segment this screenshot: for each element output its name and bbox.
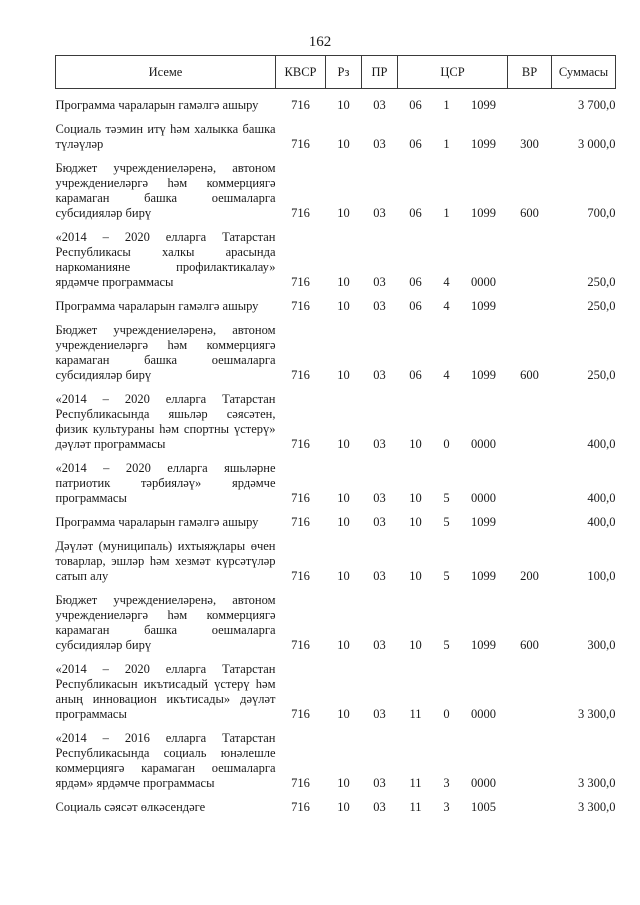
cell-c2: 5	[443, 637, 450, 652]
cell-rz: 10	[337, 436, 350, 451]
cell-kvsr: 716	[291, 775, 310, 790]
cell-rz: 10	[337, 97, 350, 112]
table-row	[56, 515, 616, 539]
budget-table	[55, 55, 616, 815]
cell-vr	[508, 515, 552, 539]
cell-kvsr: 716	[291, 298, 310, 313]
cell-pr: 03	[373, 706, 386, 721]
table-row	[56, 230, 616, 299]
header-name: Исеме	[56, 56, 276, 89]
cell-kvsr: 716	[291, 568, 310, 583]
header-rz: Рз	[326, 56, 362, 89]
cell-rz: 10	[337, 775, 350, 790]
cell-pr: 03	[373, 799, 386, 814]
cell-c1: 10	[409, 514, 422, 529]
cell-pr: 03	[373, 367, 386, 382]
cell-c3: 1099	[471, 97, 496, 112]
cell-name: «2014 – 2020 елларга Татарстан Республикасын икътисадый үстерү һәм аның инновацион икътисады» дәүләт программасы	[55, 661, 276, 721]
table-row	[56, 299, 616, 323]
cell-pr: 03	[373, 637, 386, 652]
cell-kvsr: 716	[291, 97, 310, 112]
cell-c3: 0000	[471, 706, 496, 721]
cell-vr: 600	[520, 205, 539, 220]
cell-pr: 03	[373, 490, 386, 505]
cell-c2: 5	[443, 490, 450, 505]
cell-pr: 03	[373, 97, 386, 112]
cell-c1: 11	[409, 706, 422, 721]
table-row	[56, 662, 616, 731]
cell-name: Бюджет учреждениеләренә, автоном учреждениеләргә һәм коммерциягә карамаган башка оешмаларга субсидияләр бирү	[55, 160, 276, 220]
cell-c1: 10	[409, 490, 422, 505]
cell-c3: 1099	[471, 568, 496, 583]
cell-kvsr: 716	[291, 637, 310, 652]
cell-c2: 1	[443, 136, 450, 151]
cell-name: «2014 – 2020 елларга Татарстан Республикасында яшьләр сәясәтен, физик культураны һәм спортны үстерү» дәүләт программасы	[55, 391, 276, 451]
page-number: 162	[308, 34, 332, 50]
cell-sum: 100,0	[587, 568, 616, 583]
header-kvsr: КВСР	[276, 56, 326, 89]
cell-c2: 5	[443, 568, 450, 583]
cell-c1: 10	[409, 568, 422, 583]
cell-c3: 1099	[471, 298, 496, 313]
cell-c1: 11	[409, 775, 422, 790]
cell-c1: 10	[409, 637, 422, 652]
cell-kvsr: 716	[291, 274, 310, 289]
cell-c3: 1099	[471, 367, 496, 382]
cell-c1: 06	[409, 274, 422, 289]
cell-c3: 0000	[471, 775, 496, 790]
cell-kvsr: 716	[291, 706, 310, 721]
cell-vr	[508, 392, 552, 461]
cell-sum: 250,0	[587, 367, 616, 382]
cell-sum: 3 000,0	[578, 136, 616, 151]
cell-vr	[508, 461, 552, 515]
cell-pr: 03	[373, 436, 386, 451]
cell-vr: 600	[520, 637, 539, 652]
cell-rz: 10	[337, 367, 350, 382]
cell-vr	[508, 800, 552, 815]
cell-kvsr: 716	[291, 367, 310, 382]
cell-c1: 06	[409, 298, 422, 313]
cell-c2: 4	[443, 274, 450, 289]
table-row	[56, 392, 616, 461]
cell-sum: 700,0	[587, 205, 616, 220]
cell-vr	[508, 98, 552, 122]
cell-c1: 06	[409, 136, 422, 151]
cell-rz: 10	[337, 568, 350, 583]
cell-c2: 0	[443, 436, 450, 451]
cell-sum: 3 700,0	[578, 97, 616, 112]
cell-kvsr: 716	[291, 490, 310, 505]
cell-c2: 5	[443, 514, 450, 529]
cell-c3: 1099	[471, 205, 496, 220]
cell-kvsr: 716	[291, 136, 310, 151]
cell-rz: 10	[337, 799, 350, 814]
cell-vr	[508, 731, 552, 800]
cell-c2: 0	[443, 706, 450, 721]
cell-c3: 1005	[471, 799, 496, 814]
cell-rz: 10	[337, 136, 350, 151]
cell-name: Социаль сәясәт өлкәсендәге	[55, 799, 206, 814]
cell-kvsr: 716	[291, 436, 310, 451]
cell-rz: 10	[337, 637, 350, 652]
cell-vr: 200	[520, 568, 539, 583]
header-sum: Суммасы	[552, 56, 616, 89]
cell-sum: 250,0	[587, 274, 616, 289]
table-body	[56, 98, 616, 815]
cell-c3: 1099	[471, 637, 496, 652]
table-row	[56, 161, 616, 230]
cell-vr	[508, 662, 552, 731]
cell-name: «2014 – 2020 елларга Татарстан Республикасы халкы арасында наркоманияне профилактикалау» ярдәмче программасы	[55, 229, 276, 289]
cell-c3: 0000	[471, 274, 496, 289]
cell-c1: 06	[409, 205, 422, 220]
cell-sum: 400,0	[587, 490, 616, 505]
cell-vr	[508, 230, 552, 299]
cell-c2: 3	[443, 799, 450, 814]
cell-kvsr: 716	[291, 205, 310, 220]
cell-c3: 0000	[471, 490, 496, 505]
table-row	[56, 122, 616, 161]
cell-sum: 3 300,0	[578, 706, 616, 721]
table-row	[56, 323, 616, 392]
cell-sum: 3 300,0	[578, 775, 616, 790]
cell-c2: 3	[443, 775, 450, 790]
cell-sum: 300,0	[587, 637, 616, 652]
table-row	[56, 98, 616, 122]
table-header-row	[56, 56, 616, 89]
table-row	[56, 461, 616, 515]
table-row	[56, 800, 616, 815]
cell-c2: 1	[443, 97, 450, 112]
cell-sum: 400,0	[587, 514, 616, 529]
cell-pr: 03	[373, 298, 386, 313]
cell-c2: 1	[443, 205, 450, 220]
cell-c1: 06	[409, 97, 422, 112]
header-csr: ЦСР	[398, 56, 508, 89]
cell-pr: 03	[373, 514, 386, 529]
cell-c2: 4	[443, 367, 450, 382]
cell-name: Дәүләт (муниципаль) ихтыяҗлары өчен товарлар, эшләр һәм хезмәт күрсәтүләр сатып алу	[55, 538, 276, 583]
cell-name: «2014 – 2020 елларга яшьләрне патриотик тәрбияләү» ярдәмче программасы	[55, 460, 276, 505]
cell-pr: 03	[373, 274, 386, 289]
cell-kvsr: 716	[291, 514, 310, 529]
header-vr: ВР	[508, 56, 552, 89]
cell-vr: 600	[520, 367, 539, 382]
cell-pr: 03	[373, 568, 386, 583]
cell-c1: 11	[409, 799, 422, 814]
cell-c1: 10	[409, 436, 422, 451]
cell-name: Программа чараларын гамәлгә ашыру	[55, 97, 259, 112]
cell-c2: 4	[443, 298, 450, 313]
cell-vr: 300	[520, 136, 539, 151]
cell-sum: 3 300,0	[578, 799, 616, 814]
cell-pr: 03	[373, 775, 386, 790]
table-row	[56, 593, 616, 662]
table-row	[56, 731, 616, 800]
cell-c3: 1099	[471, 514, 496, 529]
cell-name: «2014 – 2016 елларга Татарстан Республикасында социаль юнәлешле коммерциягә карамаган оешмаларга ярдәм» ярдәмче программасы	[55, 730, 276, 790]
cell-pr: 03	[373, 136, 386, 151]
cell-name: Бюджет учреждениеләренә, автоном учреждениеләргә һәм коммерциягә карамаган башка оешмаларга субсидияләр бирү	[55, 592, 276, 652]
cell-c1: 06	[409, 367, 422, 382]
cell-name: Бюджет учреждениеләренә, автоном учреждениеләргә һәм коммерциягә карамаган башка оешмаларга субсидияләр бирү	[55, 322, 276, 382]
cell-sum: 400,0	[587, 436, 616, 451]
cell-c3: 0000	[471, 436, 496, 451]
cell-rz: 10	[337, 706, 350, 721]
cell-kvsr: 716	[291, 799, 310, 814]
cell-rz: 10	[337, 514, 350, 529]
cell-name: Программа чараларын гамәлгә ашыру	[55, 514, 259, 529]
cell-c3: 1099	[471, 136, 496, 151]
cell-rz: 10	[337, 298, 350, 313]
header-pr: ПР	[362, 56, 398, 89]
cell-name: Социаль тәэмин итү һәм халыкка башка түләүләр	[55, 121, 276, 151]
table-row	[56, 539, 616, 593]
cell-rz: 10	[337, 205, 350, 220]
cell-rz: 10	[337, 274, 350, 289]
cell-sum: 250,0	[587, 298, 616, 313]
cell-pr: 03	[373, 205, 386, 220]
cell-vr	[508, 299, 552, 323]
cell-name: Программа чараларын гамәлгә ашыру	[55, 298, 259, 313]
cell-rz: 10	[337, 490, 350, 505]
